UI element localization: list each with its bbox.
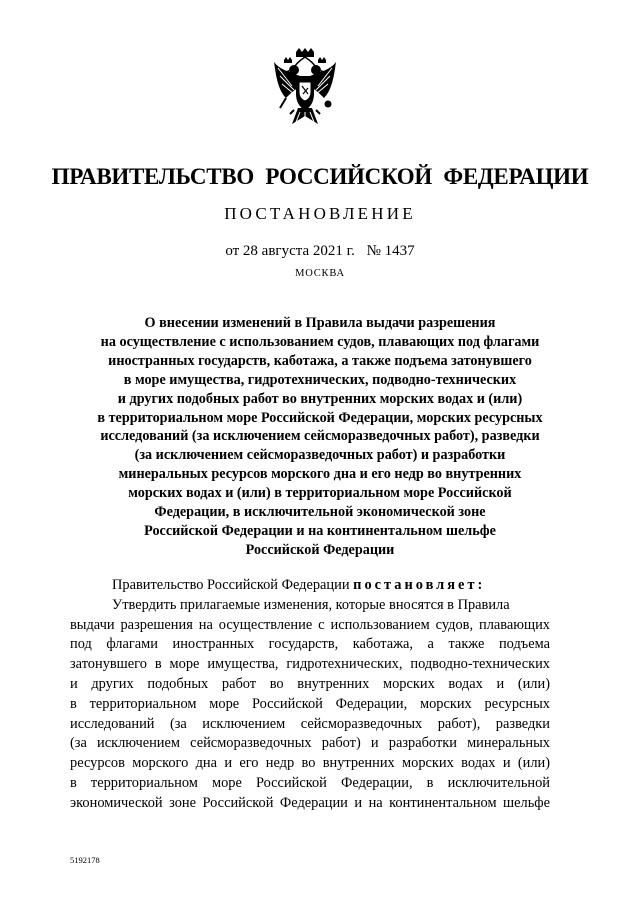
intro-text: Правительство Российской Федерации bbox=[112, 577, 350, 593]
title-line: (за исключением сейсморазведочных работ) и разработки bbox=[134, 447, 506, 464]
body-line: Утвердить прилагаемые изменения, которые вносятся в Правила bbox=[112, 596, 510, 613]
organization-name: ПРАВИТЕЛЬСТВО РОССИЙСКОЙ ФЕДЕРАЦИИ bbox=[51, 164, 589, 189]
intro-verb: постановляет: bbox=[353, 577, 486, 593]
body-line: под флагами иностранных государств, каботажа, а также подъема bbox=[70, 636, 550, 653]
title-line: в территориальном море Российской Федерации, морских ресурсных bbox=[97, 409, 543, 426]
document-number: № 1437 bbox=[366, 243, 415, 259]
body-line: экономической зоне Российской Федерации и на континентальном шельфе bbox=[70, 794, 550, 811]
document-body bbox=[70, 576, 550, 814]
body-line: и других подобных работ во внутренних морских водах и (или) bbox=[70, 675, 550, 692]
title-line: на осуществление с использованием судов, плавающих под флагами bbox=[100, 333, 540, 350]
body-line: в территориальном море Российской Федерации, в исключительной bbox=[70, 774, 550, 791]
body-line: в территориальном море Российской Федерации, морских ресурсных bbox=[70, 695, 550, 712]
title-line: Федерации, в исключительной экономической зоне bbox=[154, 504, 486, 521]
document-type: ПОСТАНОВЛЕНИЕ bbox=[224, 204, 416, 223]
body-line: ресурсов морского дна и его недр во внутренних морских водах и (или) bbox=[70, 755, 550, 772]
document-title bbox=[60, 314, 580, 560]
russian-coat-of-arms-icon bbox=[272, 46, 338, 132]
body-line: затонувшего в море имущества, гидротехнических, подводно-технических bbox=[70, 656, 550, 673]
footer-code: 5192178 bbox=[70, 855, 100, 865]
title-line: морских водах и (или) в территориальном море Российской bbox=[128, 485, 512, 502]
title-line: Российской Федерации bbox=[245, 541, 395, 558]
title-line: минеральных ресурсов морского дна и его недр во внутренних bbox=[118, 466, 522, 483]
title-line: исследований (за исключением сейсморазведочных работ), разведки bbox=[100, 428, 540, 445]
title-line: О внесении изменений в Правила выдачи разрешения bbox=[144, 315, 496, 331]
title-line: иностранных государств, каботажа, а также подъема затонувшего bbox=[108, 352, 532, 369]
intro-line bbox=[70, 576, 550, 596]
title-line: Российской Федерации и на континентальном шельфе bbox=[144, 522, 496, 539]
title-line: и других подобных работ во внутренних морских водах и (или) bbox=[117, 390, 523, 407]
body-line: (за исключением сейсморазведочных работ) и разработки минеральных bbox=[70, 735, 550, 752]
title-line: в море имущества, гидротехнических, подводно-технических bbox=[123, 371, 517, 388]
document-date: от 28 августа 2021 г. bbox=[225, 243, 355, 259]
body-line: исследований (за исключением сейсморазведочных работ), разведки bbox=[70, 715, 550, 732]
document-city: МОСКВА bbox=[295, 268, 345, 279]
date-and-number bbox=[0, 243, 640, 260]
body-line: выдачи разрешения на осуществление с использованием судов, плавающих bbox=[70, 616, 550, 633]
